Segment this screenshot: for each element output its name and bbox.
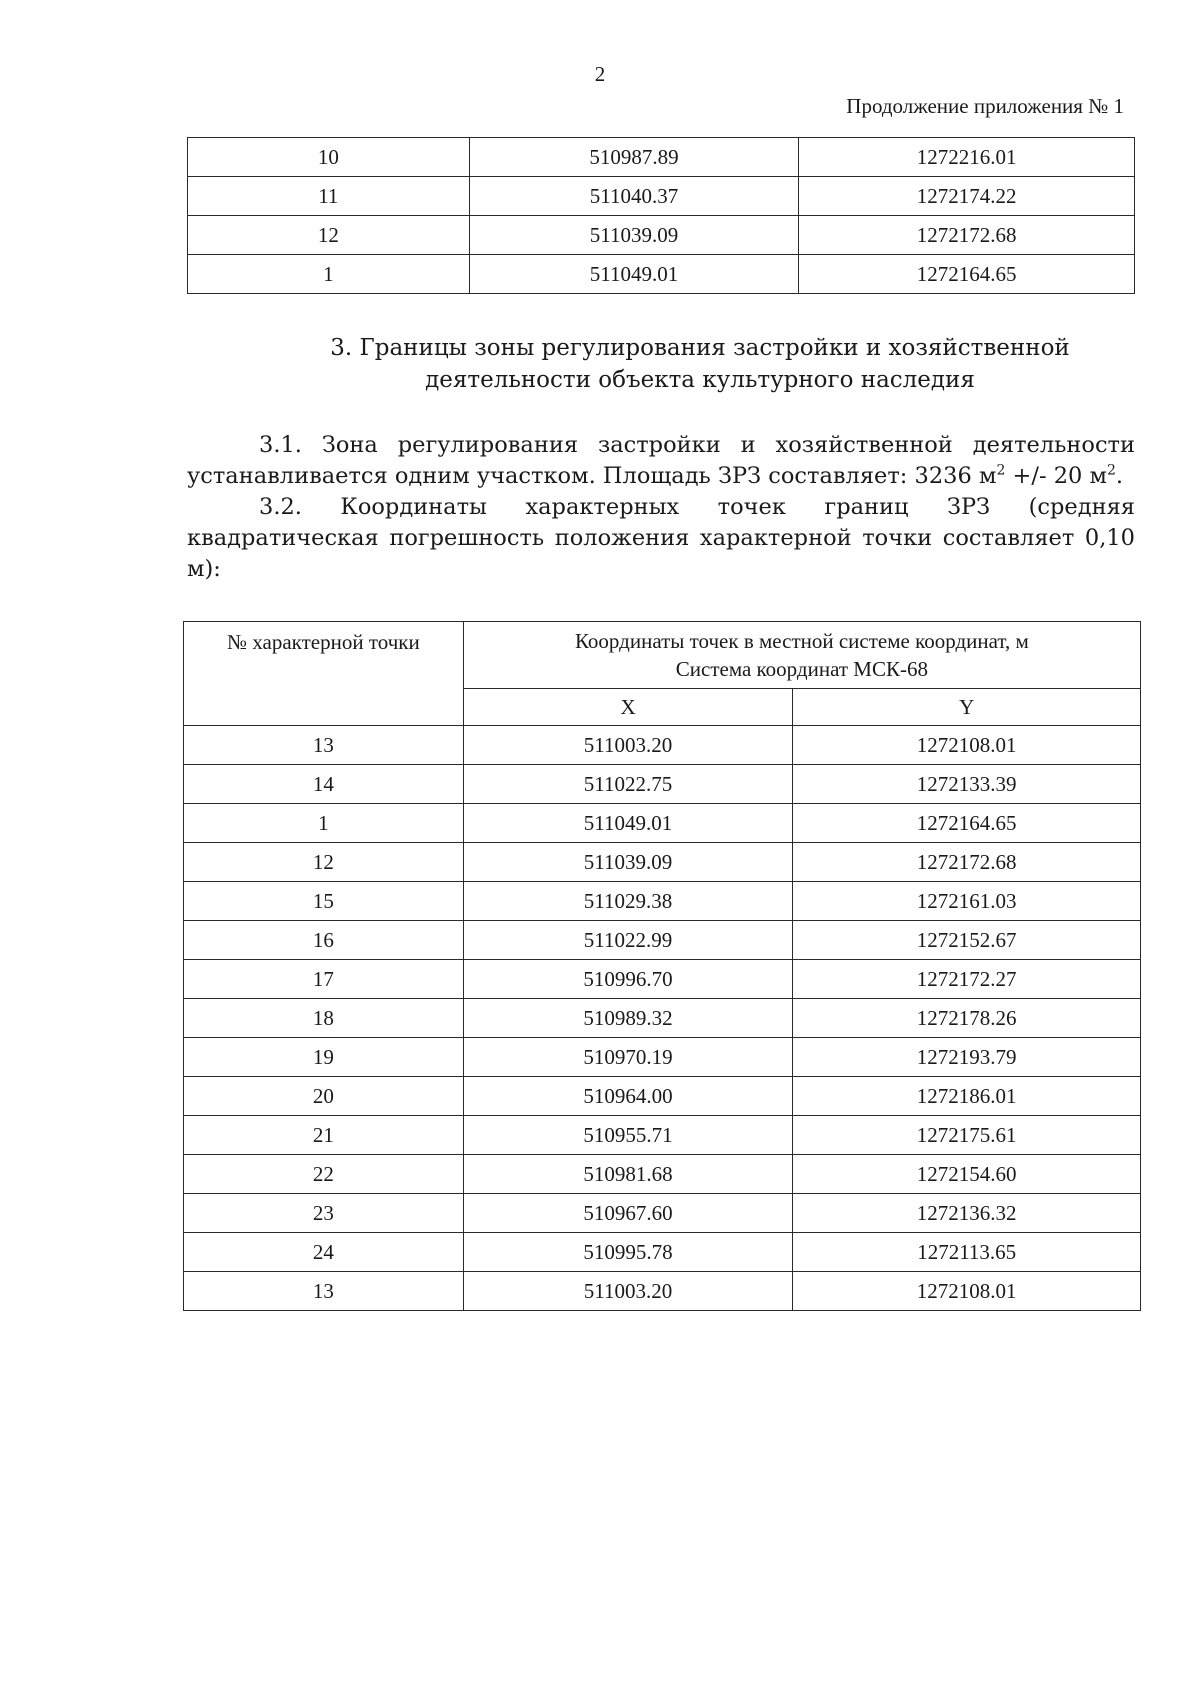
x-coordinate-cell: 510987.89 bbox=[469, 138, 799, 177]
y-coordinate-cell: 1272108.01 bbox=[793, 726, 1141, 765]
table-row bbox=[184, 843, 1141, 882]
coordinates-table-continued bbox=[187, 137, 1135, 294]
table-row bbox=[184, 726, 1141, 765]
x-coordinate-cell: 510996.70 bbox=[463, 960, 793, 999]
table-row bbox=[184, 1116, 1141, 1155]
x-coordinate-cell: 511040.37 bbox=[469, 177, 799, 216]
x-coordinate-cell: 511049.01 bbox=[469, 255, 799, 294]
superscript-2: 2 bbox=[996, 462, 1006, 479]
x-coordinate-cell: 511039.09 bbox=[469, 216, 799, 255]
x-coordinate-cell: 511049.01 bbox=[463, 804, 793, 843]
x-coordinate-cell: 511022.75 bbox=[463, 765, 793, 804]
table-row bbox=[184, 1038, 1141, 1077]
point-number-cell: 13 bbox=[184, 726, 464, 765]
header-y: Y bbox=[793, 689, 1141, 726]
table-row bbox=[184, 1272, 1141, 1311]
y-coordinate-cell: 1272178.26 bbox=[793, 999, 1141, 1038]
point-number-cell: 15 bbox=[184, 882, 464, 921]
point-number-cell: 1 bbox=[188, 255, 470, 294]
continuation-label: Продолжение приложения № 1 bbox=[846, 94, 1124, 118]
y-coordinate-cell: 1272186.01 bbox=[793, 1077, 1141, 1116]
x-coordinate-cell: 510967.60 bbox=[463, 1194, 793, 1233]
x-coordinate-cell: 510989.32 bbox=[463, 999, 793, 1038]
x-coordinate-cell: 510981.68 bbox=[463, 1155, 793, 1194]
y-coordinate-cell: 1272113.65 bbox=[793, 1233, 1141, 1272]
x-coordinate-cell: 511029.38 bbox=[463, 882, 793, 921]
header-x: X bbox=[463, 689, 793, 726]
header-coordinates-line-2: Система координат МСК-68 bbox=[675, 657, 928, 681]
table-row bbox=[184, 765, 1141, 804]
x-coordinate-cell: 510964.00 bbox=[463, 1077, 793, 1116]
section-heading-line-1: 3. Границы зоны регулирования застройки и хозяйственной bbox=[330, 335, 1070, 361]
paragraph-3-1 bbox=[187, 430, 1135, 492]
y-coordinate-cell: 1272154.60 bbox=[793, 1155, 1141, 1194]
paragraph-3-1-end: . bbox=[1115, 463, 1124, 489]
y-coordinate-cell: 1272136.32 bbox=[793, 1194, 1141, 1233]
y-coordinate-cell: 1272172.68 bbox=[793, 843, 1141, 882]
table-row bbox=[184, 921, 1141, 960]
table-row bbox=[188, 255, 1135, 294]
superscript-2: 2 bbox=[1107, 462, 1116, 479]
y-coordinate-cell: 1272175.61 bbox=[793, 1116, 1141, 1155]
point-number-cell: 11 bbox=[188, 177, 470, 216]
point-number-cell: 14 bbox=[184, 765, 464, 804]
x-coordinate-cell: 510955.71 bbox=[463, 1116, 793, 1155]
point-number-cell: 12 bbox=[184, 843, 464, 882]
table-row bbox=[184, 882, 1141, 921]
table-row bbox=[188, 177, 1135, 216]
paragraph-3-2-text: 3.2. Координаты характерных точек границ ЗРЗ (средняя квадратическая погрешность положения характерной точки составляет 0,10 м): bbox=[187, 494, 1135, 582]
table-row bbox=[184, 1155, 1141, 1194]
x-coordinate-cell: 510995.78 bbox=[463, 1233, 793, 1272]
y-coordinate-cell: 1272108.01 bbox=[793, 1272, 1141, 1311]
point-number-cell: 21 bbox=[184, 1116, 464, 1155]
point-number-cell: 24 bbox=[184, 1233, 464, 1272]
y-coordinate-cell: 1272164.65 bbox=[799, 255, 1135, 294]
section-heading-line-2: деятельности объекта культурного наследия bbox=[425, 367, 975, 393]
y-coordinate-cell: 1272161.03 bbox=[793, 882, 1141, 921]
table-row bbox=[184, 804, 1141, 843]
point-number-cell: 10 bbox=[188, 138, 470, 177]
y-coordinate-cell: 1272152.67 bbox=[793, 921, 1141, 960]
header-point-number: № характерной точки bbox=[184, 622, 464, 726]
point-number-cell: 1 bbox=[184, 804, 464, 843]
x-coordinate-cell: 510970.19 bbox=[463, 1038, 793, 1077]
y-coordinate-cell: 1272216.01 bbox=[799, 138, 1135, 177]
table-row bbox=[184, 999, 1141, 1038]
table-row bbox=[188, 216, 1135, 255]
point-number-cell: 23 bbox=[184, 1194, 464, 1233]
paragraph-3-1-tolerance: +/- 20 м bbox=[1005, 463, 1107, 489]
point-number-cell: 12 bbox=[188, 216, 470, 255]
y-coordinate-cell: 1272133.39 bbox=[793, 765, 1141, 804]
header-coordinates bbox=[463, 622, 1140, 689]
section-heading bbox=[300, 332, 1100, 396]
table-row bbox=[188, 138, 1135, 177]
point-number-cell: 13 bbox=[184, 1272, 464, 1311]
x-coordinate-cell: 511003.20 bbox=[463, 726, 793, 765]
point-number-cell: 19 bbox=[184, 1038, 464, 1077]
page-number: 2 bbox=[594, 62, 606, 86]
y-coordinate-cell: 1272193.79 bbox=[793, 1038, 1141, 1077]
coordinates-table bbox=[183, 621, 1141, 1311]
point-number-cell: 16 bbox=[184, 921, 464, 960]
paragraph-3-2 bbox=[187, 492, 1135, 585]
y-coordinate-cell: 1272172.68 bbox=[799, 216, 1135, 255]
table-row bbox=[184, 960, 1141, 999]
point-number-cell: 20 bbox=[184, 1077, 464, 1116]
point-number-cell: 22 bbox=[184, 1155, 464, 1194]
y-coordinate-cell: 1272164.65 bbox=[793, 804, 1141, 843]
table-row bbox=[184, 1077, 1141, 1116]
paragraph-3-1-text: 3.1. Зона регулирования застройки и хозяйственной деятельности устанавливается одним участком. Площадь ЗРЗ составляет: 3236 м bbox=[187, 432, 1135, 489]
x-coordinate-cell: 511039.09 bbox=[463, 843, 793, 882]
header-coordinates-line-1: Координаты точек в местной системе координат, м bbox=[574, 629, 1029, 653]
table-row bbox=[184, 1194, 1141, 1233]
point-number-cell: 18 bbox=[184, 999, 464, 1038]
y-coordinate-cell: 1272174.22 bbox=[799, 177, 1135, 216]
table-row bbox=[184, 1233, 1141, 1272]
x-coordinate-cell: 511003.20 bbox=[463, 1272, 793, 1311]
point-number-cell: 17 bbox=[184, 960, 464, 999]
x-coordinate-cell: 511022.99 bbox=[463, 921, 793, 960]
y-coordinate-cell: 1272172.27 bbox=[793, 960, 1141, 999]
